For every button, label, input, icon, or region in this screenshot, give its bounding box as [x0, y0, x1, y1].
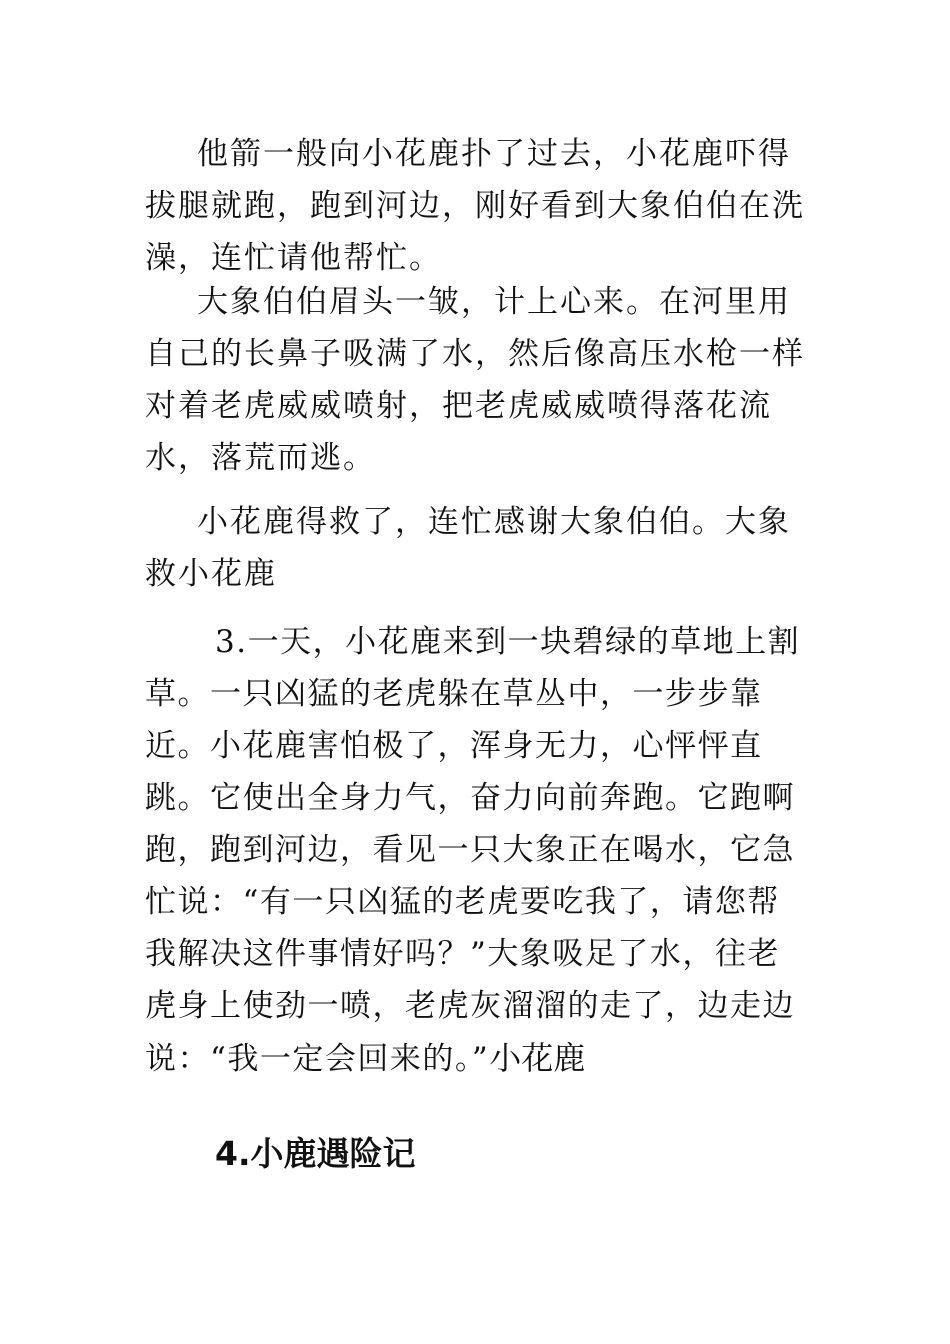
paragraph-4 [145, 616, 810, 1085]
paragraph-2: 大象伯伯眉头一皱，计上心来。在河里用自己的长鼻子吸满了水，然后像高压水枪一样对着老虎威威喷射，把老虎威威喷得落花流水，落荒而逃。 [145, 284, 805, 476]
paragraph-4-body: 3.一天，小花鹿来到一块碧绿的草地上割草。一只凶猛的老虎躲在草丛中，一步步靠近。小花鹿害怕极了，浑身无力，心怦怦直跳。它使出全身力气，奋力向前奔跑。它跑啊跑，跑到河边，看见一只大象正在喝水，它急忙说：“有一只凶猛的老虎要吃我了，请您帮我解决这件事情好吗？”大象吸足了水，往老虎身上使劲一喷，老虎灰溜溜的走了，边走边说：“我一定会回来的。” [145, 624, 801, 1077]
paragraph-1: 他箭一般向小花鹿扑了过去，小花鹿吓得拔腿就跑，跑到河边，刚好看到大象伯伯在洗澡，连忙请他帮忙。 [145, 136, 805, 276]
section-heading: 4.小鹿遇险记 [215, 1134, 416, 1173]
paragraph-3: 小花鹿得救了，连忙感谢大象伯伯。大象救小花鹿 [145, 504, 791, 592]
paragraph-4-tail: 小花鹿 [489, 1039, 586, 1077]
